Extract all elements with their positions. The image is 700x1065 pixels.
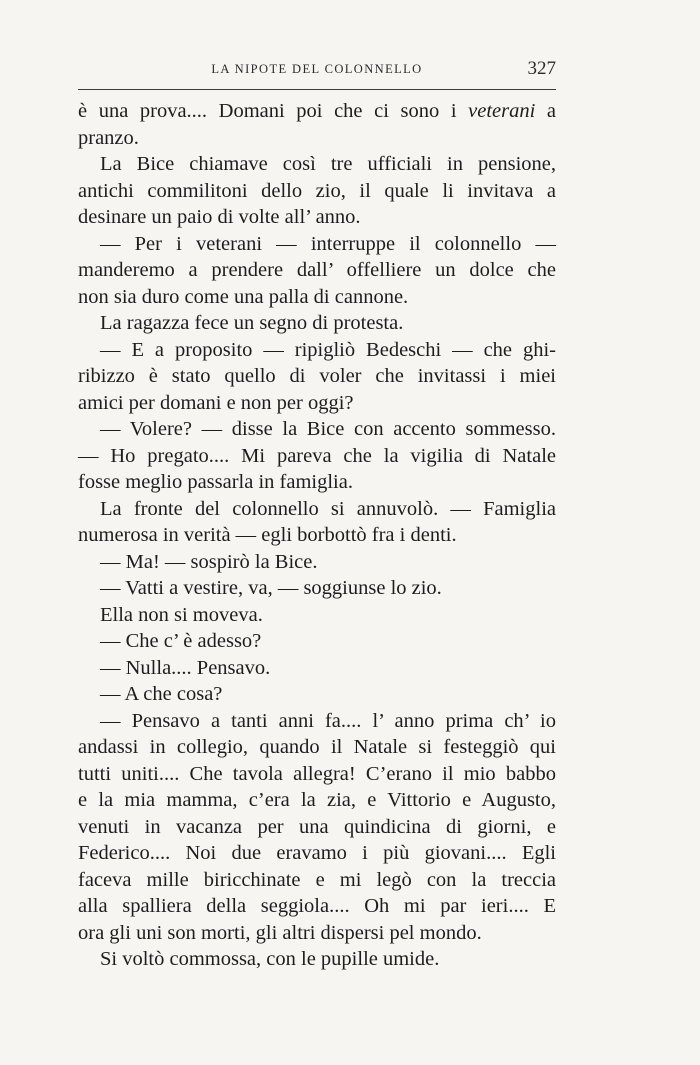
text-line-content: faceva mille biricchinate e mi legò con la treccia xyxy=(78,868,556,891)
text-line xyxy=(78,469,556,496)
text-line xyxy=(78,920,556,947)
text-line-content: — Volere? — disse la Bice con accento sommesso. xyxy=(100,418,556,440)
text-line-content: manderemo a prendere dall’ offelliere un dolce che xyxy=(78,259,556,281)
text-line-content: La ragazza fece un segno di protesta. xyxy=(100,312,404,334)
text-line-content: alla spalliera della seggiola.... Oh mi par ieri.... E xyxy=(78,895,556,917)
page-number: 327 xyxy=(527,58,556,79)
text-line xyxy=(78,204,556,231)
text-line xyxy=(78,628,556,655)
text-line-content: ribizzo è stato quello di voler che invitassi i miei xyxy=(78,365,556,387)
text-line xyxy=(78,655,556,682)
text-line-content: — A che cosa? xyxy=(100,683,223,705)
text-line xyxy=(78,814,556,841)
text-line xyxy=(78,363,556,390)
text-line xyxy=(78,178,556,205)
text-line xyxy=(78,98,556,125)
text-line-content: fosse meglio passarla in famiglia. xyxy=(78,471,353,493)
text-line-content: antichi commilitoni dello zio, il quale li invitava a xyxy=(78,179,556,202)
text-line xyxy=(78,125,556,152)
running-head xyxy=(78,58,556,82)
text-line-content: — E a proposito — ripigliò Bedeschi — che ghi- xyxy=(100,338,556,361)
text-line xyxy=(78,946,556,973)
text-line xyxy=(78,575,556,602)
text-line xyxy=(78,867,556,894)
text-line xyxy=(78,390,556,417)
text-line-content: pranzo. xyxy=(78,126,139,149)
text-line-content: amici per domani e non per oggi? xyxy=(78,391,354,414)
text-line-content: — Ma! — sospirò la Bice. xyxy=(100,550,318,573)
text-line xyxy=(78,734,556,761)
text-line xyxy=(78,602,556,629)
text-line xyxy=(78,496,556,523)
text-line xyxy=(78,443,556,470)
text-line xyxy=(78,893,556,920)
running-title: LA NIPOTE DEL COLONNELLO xyxy=(211,62,423,76)
text-line-content: — Che c’ è adesso? xyxy=(100,630,262,652)
text-line xyxy=(78,761,556,788)
body-text xyxy=(78,98,556,973)
text-line-content: Federico.... Noi due eravamo i più giovani.... Egli xyxy=(78,842,556,864)
text-line-content: andassi in collegio, quando il Natale si festeggiò qui xyxy=(78,736,556,758)
text-line xyxy=(78,284,556,311)
text-line-content: — Per i veterani — interruppe il colonnello — xyxy=(100,232,556,255)
text-line-content: tutti uniti.... Che tavola allegra! C’erano il mio babbo xyxy=(78,762,556,785)
text-line-content: venuti in vacanza per una quindicina di giorni, e xyxy=(78,815,556,838)
header-rule xyxy=(78,89,556,90)
text-line-content: e la mia mamma, c’era la zia, e Vittorio e Augusto, xyxy=(78,789,556,811)
text-line xyxy=(78,549,556,576)
text-line xyxy=(78,151,556,178)
text-line xyxy=(78,522,556,549)
text-line-content: — Ho pregato.... Mi pareva che la vigilia di Natale xyxy=(78,444,556,467)
text-line-content: — Vatti a vestire, va, — soggiunse lo zio. xyxy=(100,577,442,599)
text-line-content: — Pensavo a tanti anni fa.... l’ anno prima ch’ io xyxy=(100,709,556,732)
text-line xyxy=(78,337,556,364)
text-line-content: numerosa in verità — egli borbottò fra i denti. xyxy=(78,524,457,546)
text-line-content: è una prova.... Domani poi che ci sono i xyxy=(78,100,469,122)
text-line xyxy=(78,416,556,443)
text-line xyxy=(78,257,556,284)
text-line xyxy=(78,708,556,735)
text-line xyxy=(78,787,556,814)
text-line-content: Ella non si moveva. xyxy=(100,603,263,626)
text-line xyxy=(78,231,556,258)
text-line-content: desinare un paio di volte all’ anno. xyxy=(78,206,361,228)
text-line-content: La fronte del colonnello si annuvolò. — Famiglia xyxy=(100,497,556,520)
text-line-content: La Bice chiamave così tre ufficiali in pensione, xyxy=(100,153,556,175)
text-line-content: ora gli uni son morti, gli altri dispersi pel mondo. xyxy=(78,921,482,944)
text-line-tail: a xyxy=(535,100,556,122)
text-line-content: Si voltò commossa, con le pupille umide. xyxy=(100,948,440,970)
text-line xyxy=(78,840,556,867)
text-line xyxy=(78,681,556,708)
text-line-content: — Nulla.... Pensavo. xyxy=(100,656,271,679)
italic-word: veterani xyxy=(468,100,536,122)
text-line xyxy=(78,310,556,337)
text-line-content: non sia duro come una palla di cannone. xyxy=(78,285,409,308)
